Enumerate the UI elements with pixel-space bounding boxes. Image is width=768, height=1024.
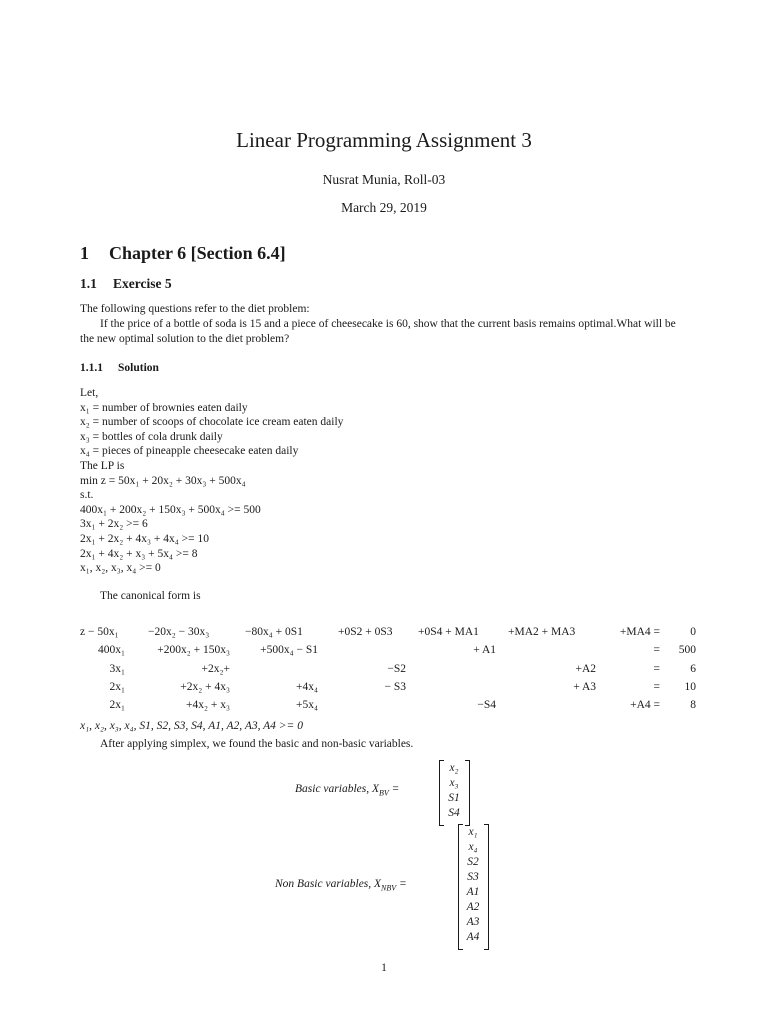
matrix-entry: A3 <box>466 916 480 928</box>
matrix-entry: x₃ <box>449 777 459 789</box>
section-number: 1 <box>80 243 89 263</box>
solution-line: x₄ = pieces of pineapple cheesecake eaten daily <box>80 445 299 458</box>
canonical-cell: = <box>653 644 660 656</box>
canonical-cell: 2x₁ <box>109 699 125 711</box>
canonical-cell: +500x₄ − S1 <box>260 644 318 656</box>
canonical-cell: +2x₂+ <box>201 663 230 675</box>
subsubsection-title: Solution <box>118 362 159 374</box>
solution-line: 2x₁ + 4x₂ + x₃ + 5x₄ >= 8 <box>80 547 198 560</box>
section-title: Chapter 6 [Section 6.4] <box>109 243 286 263</box>
matrix-entry: x₁ <box>468 826 478 838</box>
canonical-cell: 500 <box>678 644 696 656</box>
canonical-cell: = <box>653 663 660 675</box>
canonical-cell: +2x₂ + 4x₃ <box>180 681 230 693</box>
canonical-cell: −20x₂ − 30x₃ <box>148 626 210 638</box>
canonical-cell: 3x₁ <box>109 663 125 675</box>
solution-line: s.t. <box>80 489 94 502</box>
matrix-entry: S2 <box>467 856 479 868</box>
canonical-cell: + A1 <box>473 644 496 656</box>
matrix-entry: S3 <box>467 871 479 883</box>
page-number: 1 <box>381 962 387 974</box>
problem-intro: The following questions refer to the diet problem: <box>80 303 310 315</box>
matrix-entry: A1 <box>466 886 480 898</box>
canonical-cell: +0S2 + 0S3 <box>338 626 393 638</box>
matrix-entry: A4 <box>466 931 480 943</box>
solution-line: min z = 50x₁ + 20x₂ + 30x₃ + 500x₄ <box>80 474 246 487</box>
canonical-cell: − S3 <box>384 681 406 693</box>
canonical-cell: 8 <box>690 699 696 711</box>
matrix-entry: S1 <box>448 792 460 804</box>
nonnegativity-line: x₁, x₂, x₃, x₄, S1, S2, S3, S4, A1, A2, A3, A4 >= 0 <box>80 720 303 732</box>
matrix-entry: x₂ <box>449 762 459 774</box>
matrix-entry: S4 <box>448 807 460 819</box>
canonical-cell: 6 <box>690 663 696 675</box>
matrix-right-bracket <box>465 760 470 826</box>
solution-line: x₁ = number of brownies eaten daily <box>80 401 248 414</box>
matrix-right-bracket <box>484 824 489 950</box>
canonical-cell: +A4 = <box>630 699 660 711</box>
solution-line: 3x₁ + 2x₂ >= 6 <box>80 518 148 531</box>
date-line: March 29, 2019 <box>341 200 427 215</box>
canonical-cell: +200x₂ + 150x₃ <box>157 644 230 656</box>
after-simplex-text: After applying simplex, we found the basic and non-basic variables. <box>100 738 414 750</box>
canonical-cell: −80x₄ + 0S1 <box>245 626 303 638</box>
canonical-cell: −S4 <box>477 699 496 711</box>
canonical-cell: +MA2 + MA3 <box>508 626 576 638</box>
canonical-cell: 400x₁ <box>97 644 125 656</box>
canonical-cell: +4x₂ + x₃ <box>186 699 230 711</box>
solution-line: x₂ = number of scoops of chocolate ice cream eaten daily <box>80 416 344 429</box>
basic-variables-label: Basic variables, $X_{BV}$ = <box>295 783 400 798</box>
canonical-cell: + A3 <box>573 681 596 693</box>
canonical-cell: +4x₄ <box>296 681 318 693</box>
canonical-cell: +0S4 + MA1 <box>418 626 479 638</box>
author-line: Nusrat Munia, Roll-03 <box>322 172 446 187</box>
problem-text: If the price of a bottle of soda is 15 and a piece of cheesecake is 60, show that the current basis remains optimal.What will be the new optimal solution to the diet problem? <box>80 318 676 345</box>
canonical-intro: The canonical form is <box>100 590 201 602</box>
canonical-cell: = <box>653 681 660 693</box>
canonical-cell: z − 50x₁ <box>80 626 119 638</box>
solution-line: x₁, x₂, x₃, x₄ >= 0 <box>80 562 161 575</box>
canonical-cell: +MA4 = <box>619 626 660 638</box>
solution-line: 2x₁ + 2x₂ + 4x₃ + 4x₄ >= 10 <box>80 533 209 545</box>
canonical-cell: 2x₁ <box>109 681 125 693</box>
canonical-cell: 10 <box>684 681 696 693</box>
paper-title: Linear Programming Assignment 3 <box>236 128 532 152</box>
canonical-cell: +5x₄ <box>296 699 318 711</box>
solution-line: Let, <box>80 387 99 399</box>
subsection-title: Exercise 5 <box>113 276 172 291</box>
subsection-number: 1.1 <box>80 276 97 291</box>
solution-line: The LP is <box>80 460 125 472</box>
subsubsection-number: 1.1.1 <box>80 362 103 374</box>
canonical-cell: +A2 <box>575 663 596 675</box>
canonical-cell: −S2 <box>387 663 406 675</box>
solution-line: 400x₁ + 200x₂ + 150x₃ + 500x₄ >= 500 <box>80 503 261 516</box>
matrix-entry: x₄ <box>468 841 478 853</box>
matrix-entry: A2 <box>466 901 480 913</box>
nonbasic-variables-label: Non Basic variables, $X_{NBV}$ = <box>275 878 407 893</box>
solution-line: x₃ = bottles of cola drunk daily <box>80 430 223 443</box>
canonical-cell: 0 <box>690 626 696 638</box>
